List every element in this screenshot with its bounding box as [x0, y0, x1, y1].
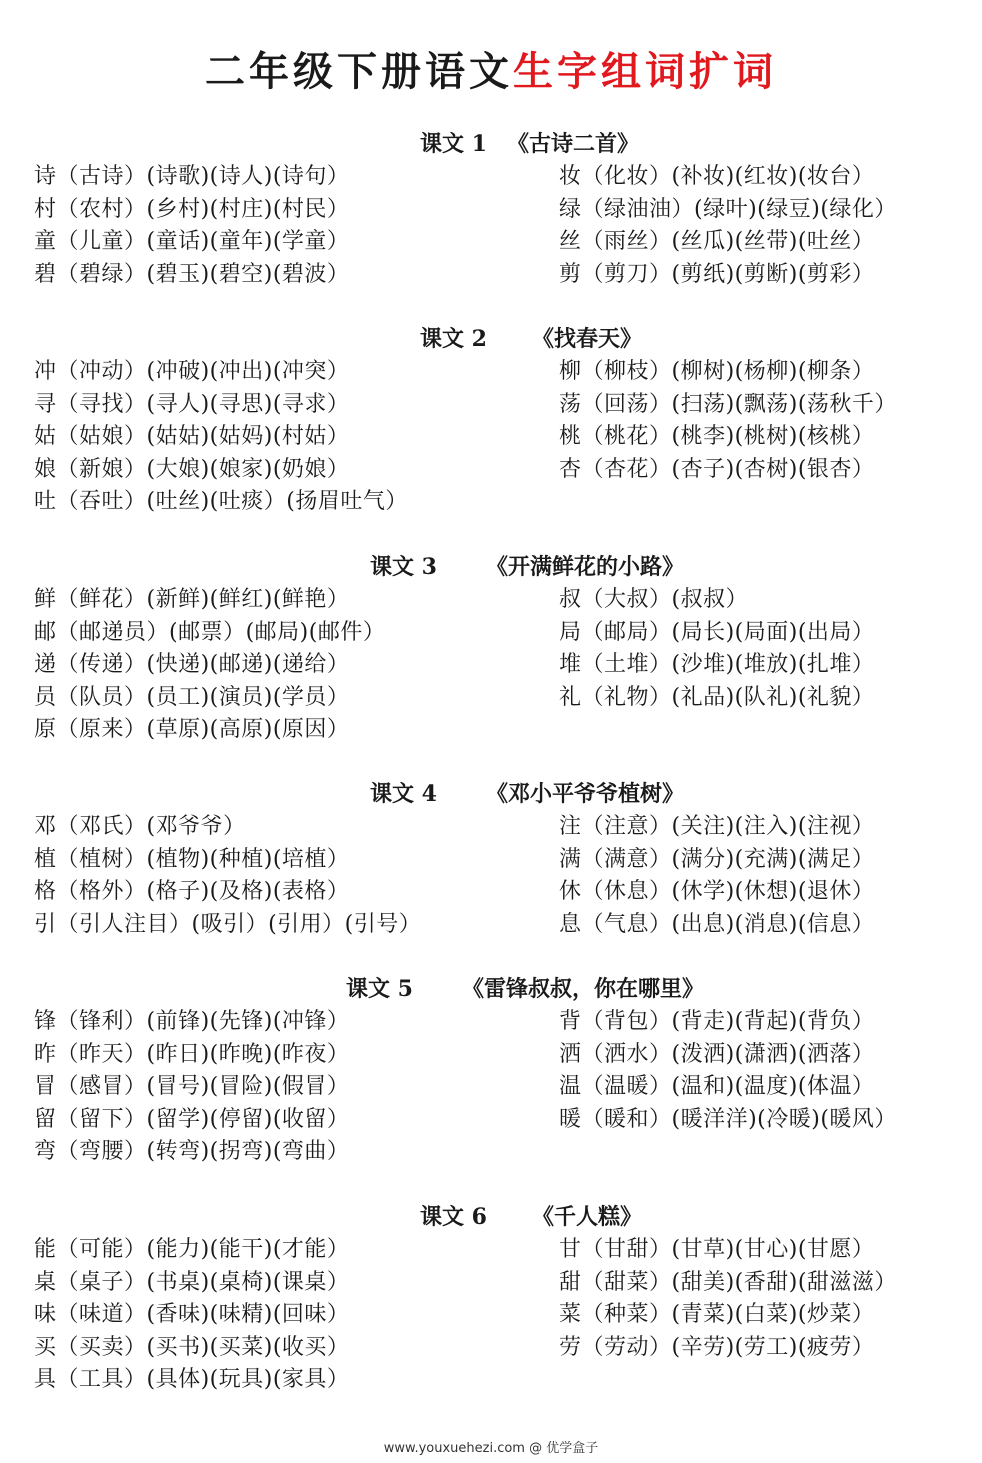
- section-heading: [0, 550, 982, 584]
- word-entry: 甘（甘甜）(甘草)(甘心)(甘愿）: [559, 1237, 875, 1262]
- word-entry: 姑（姑娘）(姑姑)(姑妈)(村姑）: [34, 424, 350, 450]
- right-column: [559, 584, 874, 714]
- word-entry: 荡（回荡）(扫荡)(飘荡)(荡秋千）: [559, 391, 897, 417]
- right-column: [559, 161, 897, 291]
- word-entry: 村（农村）(乡村)(村庄)(村民）: [34, 196, 350, 222]
- section-heading: [0, 972, 982, 1006]
- right-column: [559, 356, 897, 486]
- word-entry: 具（工具）(具体)(玩具)(家具）: [34, 1367, 350, 1393]
- lesson-title: 《开满鲜花的小路》: [486, 554, 685, 580]
- word-entry: 吐（吞吐）(吐丝)(吐痰）(扬眉吐气）: [34, 489, 408, 515]
- word-entry: 寻（寻找）(寻人)(寻思)(寻求）: [34, 391, 350, 417]
- word-entry: 碧（碧绿）(碧玉)(碧空)(碧波）: [34, 261, 350, 287]
- word-entry: 植（植树）(植物)(种植)(培植）: [34, 846, 350, 872]
- lesson-number: 课文 5: [346, 976, 413, 1002]
- word-entry: 邮（邮递员）(邮票）(邮局)(邮件）: [34, 619, 386, 645]
- left-column: [34, 1234, 349, 1397]
- lesson-section: [0, 972, 982, 1165]
- word-entry: 锋（锋利）(前锋)(先锋)(冲锋）: [34, 1009, 350, 1034]
- left-column: [34, 1006, 349, 1169]
- lesson-section: [0, 550, 982, 743]
- word-entry: 弯（弯腰）(转弯)(拐弯)(弯曲）: [34, 1139, 350, 1165]
- word-entry: 原（原来）(草原)(高原)(原因）: [34, 717, 350, 743]
- word-entry: 能（可能）(能力)(能干)(才能）: [34, 1237, 350, 1262]
- word-entry: 员（队员）(员工)(演员)(学员）: [34, 684, 350, 710]
- word-entry: 背（背包）(背走)(背起)(背负）: [559, 1009, 875, 1034]
- lesson-section: [0, 322, 982, 515]
- word-entry: 叔（大叔）(叔叔）: [559, 587, 749, 612]
- word-entry: 鲜（鲜花）(新鲜)(鲜红)(鲜艳）: [34, 587, 350, 612]
- word-entry: 妆（化妆）(补妆)(红妆)(妆台）: [559, 164, 875, 189]
- word-entry: 劳（劳动）(辛劳)(劳工)(疲劳）: [559, 1334, 875, 1360]
- lesson-number: 课文 6: [420, 1204, 487, 1230]
- lesson-number: 课文 3: [370, 554, 437, 580]
- footer-watermark: www.youxuehezi.com @ 优学盒子: [383, 1441, 599, 1456]
- word-entry: 注（注意）(关注)(注入)(注视）: [559, 814, 875, 839]
- word-entry: 礼（礼物）(礼品)(队礼)(礼貌）: [559, 684, 875, 710]
- word-entry: 冒（感冒）(冒号)(冒险)(假冒）: [34, 1074, 350, 1100]
- section-heading: [0, 322, 982, 356]
- left-column: [34, 584, 385, 747]
- lesson-number: 课文 4: [370, 781, 437, 807]
- word-entry: 味（味道）(香味)(味精)(回味）: [34, 1302, 350, 1328]
- lesson-section: [0, 127, 982, 287]
- lesson-title: 《古诗二首》: [507, 131, 640, 157]
- word-entry: 邓（邓氏）(邓爷爷）: [34, 814, 246, 839]
- word-entry: 杏（杏花）(杏子)(杏树)(银杏）: [559, 456, 875, 482]
- lesson-title: 《找春天》: [532, 326, 643, 352]
- word-entry: 格（格外）(格子)(及格)(表格）: [34, 879, 350, 905]
- word-entry: 洒（洒水）(泼洒)(潇洒)(洒落）: [559, 1041, 875, 1067]
- right-column: [559, 1234, 897, 1364]
- word-entry: 暖（暖和）(暖洋洋)(冷暖)(暖风）: [559, 1106, 897, 1132]
- word-entry: 菜（种菜）(青菜)(白菜)(炒菜）: [559, 1302, 875, 1328]
- section-heading: [0, 1200, 982, 1234]
- word-entry: 引（引人注目）(吸引）(引用）(引号）: [34, 911, 422, 937]
- word-entry: 温（温暖）(温和)(温度)(体温）: [559, 1074, 875, 1100]
- title-highlight: 生字组词扩词: [513, 49, 777, 95]
- word-entry: 绿（绿油油）(绿叶)(绿豆)(绿化）: [559, 196, 897, 222]
- word-entry: 堆（土堆）(沙堆)(堆放)(扎堆）: [559, 652, 875, 678]
- word-entry: 柳（柳枝）(柳树)(杨柳)(柳条）: [559, 359, 875, 384]
- word-entry: 冲（冲动）(冲破)(冲出)(冲突）: [34, 359, 350, 384]
- section-heading: [0, 127, 982, 161]
- section-heading: [0, 777, 982, 811]
- right-column: [559, 1006, 897, 1136]
- word-entry: 诗（古诗）(诗歌)(诗人)(诗句）: [34, 164, 350, 189]
- left-column: [34, 161, 349, 291]
- word-entry: 童（儿童）(童话)(童年)(学童）: [34, 229, 350, 255]
- word-entry: 留（留下）(留学)(停留)(收留）: [34, 1106, 350, 1132]
- left-column: [34, 356, 408, 519]
- lesson-title: 《邓小平爷爷植树》: [486, 781, 685, 807]
- word-entry: 休（休息）(休学)(休想)(退休）: [559, 879, 875, 905]
- right-column: [559, 811, 874, 941]
- lesson-number: 课文 1: [420, 131, 487, 157]
- lesson-section: [0, 1200, 982, 1393]
- lesson-number: 课文 2: [420, 326, 487, 352]
- word-entry: 买（买卖）(买书)(买菜)(收买）: [34, 1334, 350, 1360]
- lesson-title: 《雷锋叔叔，你在哪里》: [462, 976, 705, 1002]
- word-entry: 满（满意）(满分)(充满)(满足）: [559, 846, 875, 872]
- left-column: [34, 811, 421, 941]
- word-entry: 昨（昨天）(昨日)(昨晚)(昨夜）: [34, 1041, 350, 1067]
- lesson-title: 《千人糕》: [532, 1204, 643, 1230]
- word-entry: 丝（雨丝）(丝瓜)(丝带)(吐丝）: [559, 229, 875, 255]
- word-entry: 桌（桌子）(书桌)(桌椅)(课桌）: [34, 1269, 350, 1295]
- page-title: [0, 40, 982, 104]
- word-entry: 递（传递）(快递)(邮递)(递给）: [34, 652, 350, 678]
- word-entry: 娘（新娘）(大娘)(娘家)(奶娘）: [34, 456, 350, 482]
- word-entry: 甜（甜菜）(甜美)(香甜)(甜滋滋）: [559, 1269, 897, 1295]
- word-entry: 局（邮局）(局长)(局面)(出局）: [559, 619, 875, 645]
- title-main: 二年级下册语文: [205, 49, 513, 95]
- word-entry: 剪（剪刀）(剪纸)(剪断)(剪彩）: [559, 261, 875, 287]
- lesson-section: [0, 777, 982, 937]
- word-entry: 桃（桃花）(桃李)(桃树)(核桃）: [559, 424, 875, 450]
- word-entry: 息（气息）(出息)(消息)(信息）: [559, 911, 875, 937]
